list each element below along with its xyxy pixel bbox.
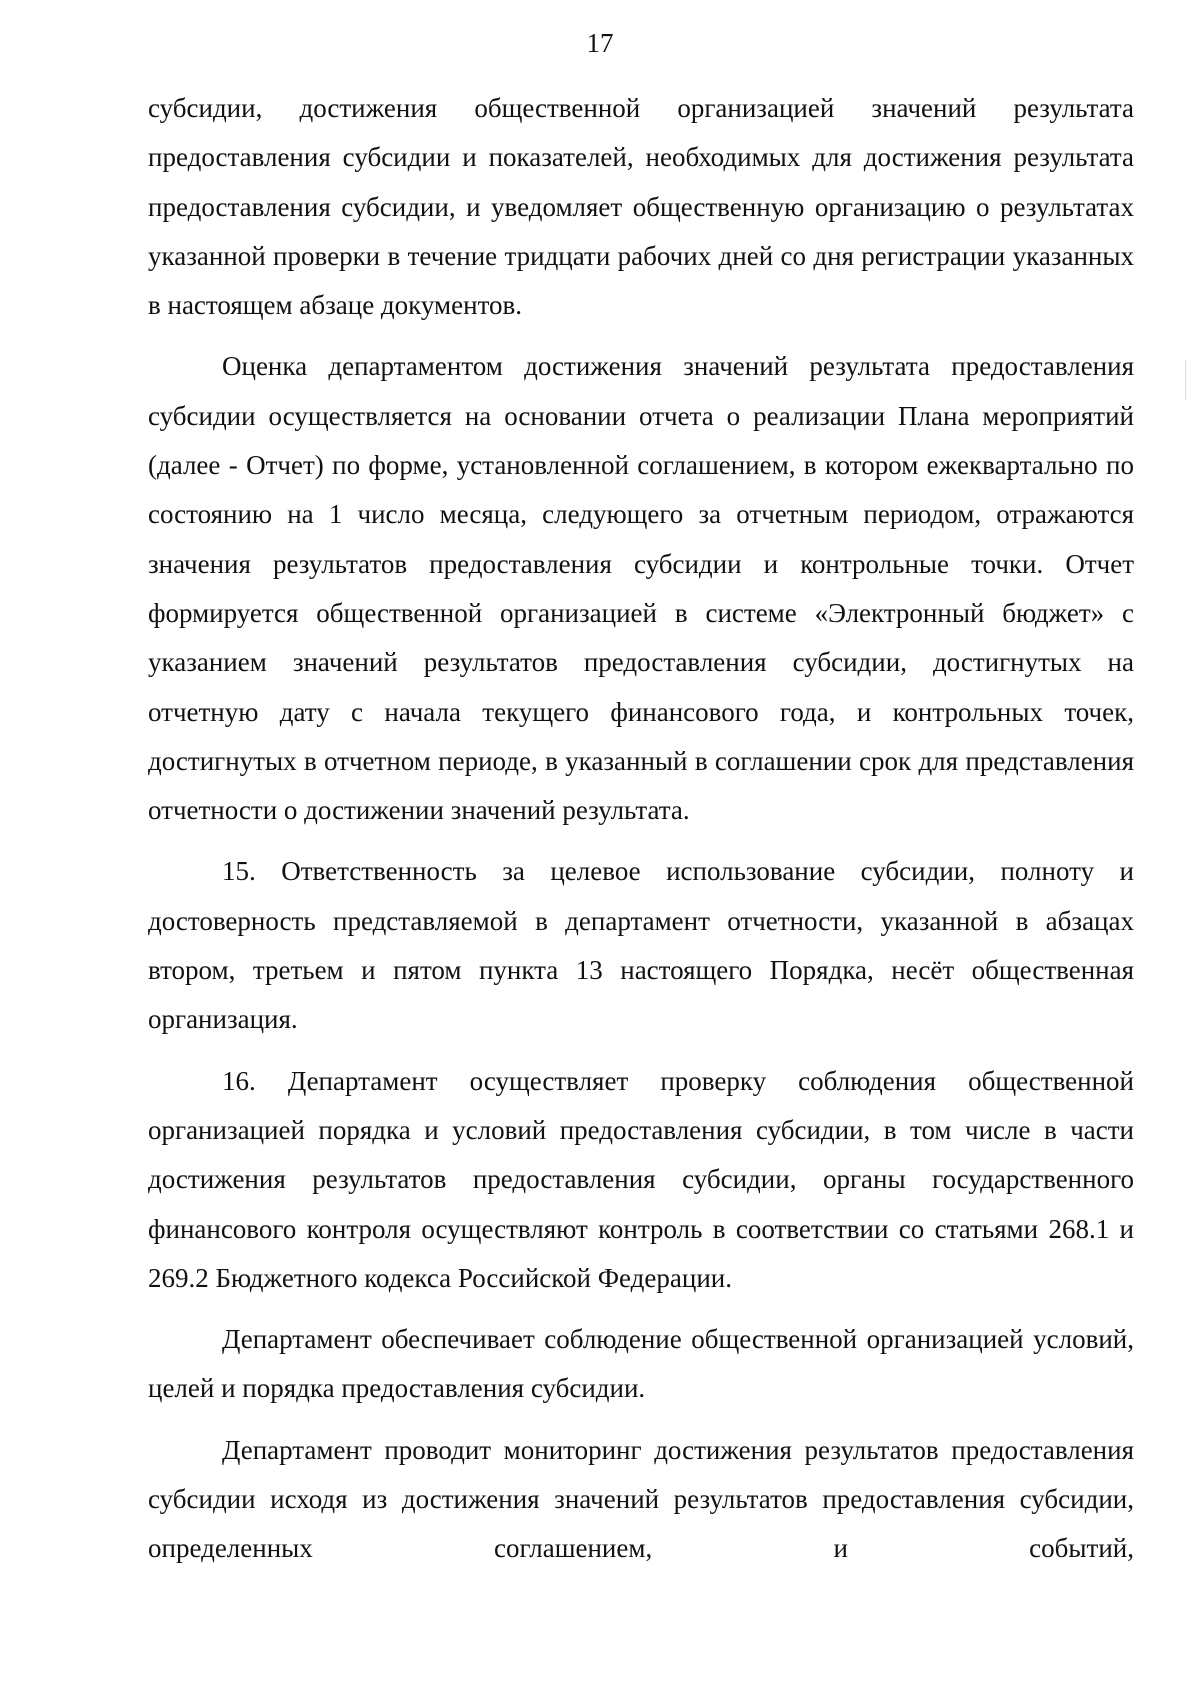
paragraph-clause-15: 15. Ответственность за целевое использование субсидии, полноту и достоверность представляемой в департамент отчетности, указанной в абзацах втором, третьем и пятом пункта 13 настоящего Порядка, несёт общественная организация. <box>148 856 1134 1035</box>
paragraph-clause-16: 16. Департамент осуществляет проверку соблюдения общественной организацией порядка и условий предоставления субсидии, в том числе в части достижения результатов предоставления субсидии, органы государственного финансового контроля осуществляют контроль в соответствии со статьями 268.1 и 269.2 Бюджетного кодекса Российской Федерации. <box>148 1065 1134 1293</box>
paragraph-evaluation: Оценка департаментом достижения значений результата предоставления субсидии осуществляется на основании отчета о реализации Плана мероприятий (далее - Отчет) по форме, установленной соглашением, в котором ежеквартально по состоянию на 1 число месяца, следующего за отчетным периодом, отражаются значения результатов предоставления субсидии и контрольные точки. Отчет формируется общественной организацией в системе «Электронный бюджет» с указанием значений результатов предоставления субсидии, достигнутых на отчетную дату с начала текущего финансового года, и контрольных точек, достигнутых в отчетном периоде, в указанный в соглашении срок для представления отчетности о достижении значений результата. <box>148 351 1134 826</box>
paragraph-continuation: субсидии, достижения общественной организацией значений результата предоставления субсидии и показателей, необходимых для достижения результата предоставления субсидии, и уведомляет общественную организацию о результатах указанной проверки в течение тридцати рабочих дней со дня регистрации указанных в настоящем абзаце документов. <box>148 93 1134 321</box>
page-number: 17 <box>586 28 614 58</box>
paragraph-department-monitoring: Департамент проводит мониторинг достижения результатов предоставления субсидии исходя из достижения значений результатов предоставления субсидии, определенных соглашением, и событий, <box>148 1434 1134 1564</box>
scan-artifact <box>1185 360 1186 400</box>
paragraph-department-compliance: Департамент обеспечивает соблюдение общественной организацией условий, целей и порядка предоставления субсидии. <box>148 1324 1134 1404</box>
document-body <box>148 84 1134 1574</box>
